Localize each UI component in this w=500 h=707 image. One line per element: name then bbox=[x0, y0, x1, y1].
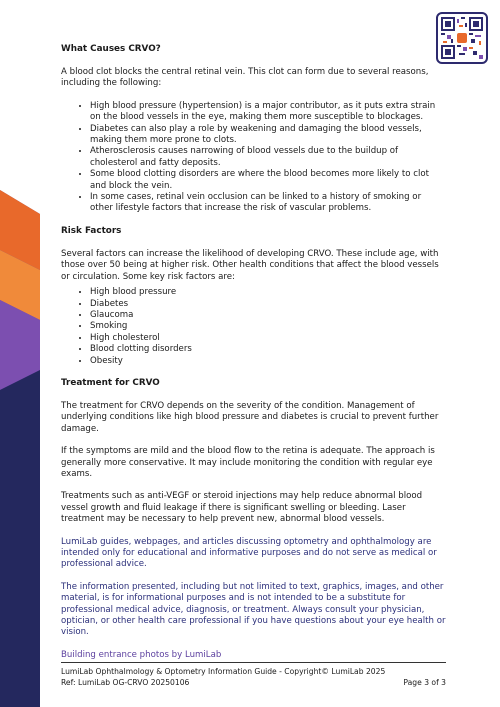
footer-row bbox=[61, 677, 446, 688]
footer-reference: Ref: LumiLab OG-CRVO 20250106 bbox=[61, 678, 190, 687]
list-item: • High cholesterol bbox=[90, 333, 446, 344]
list-item: • Obesity bbox=[90, 356, 446, 367]
main-content bbox=[61, 44, 446, 665]
list-item: • Glaucoma bbox=[90, 310, 446, 321]
page-number: Page 3 of 3 bbox=[403, 678, 446, 687]
list-item: • High blood pressure bbox=[90, 287, 446, 298]
risk-heading: Risk Factors bbox=[61, 225, 122, 236]
disclaimer-paragraph-1: LumiLab guides, webpages, and articles discussing optometry and ophthalmology are intended only for educational and informative purposes and do not serve as medical or professional advice. bbox=[61, 536, 437, 570]
list-item: • Diabetes bbox=[90, 299, 446, 310]
treatment-paragraph-1: The treatment for CRVO depends on the severity of the condition. Management of underlying conditions like high blood pressure and diabetes is crucial to prevent further damage. bbox=[61, 400, 439, 434]
list-item: • In some cases, retinal vein occlusion can be linked to a history of smoking or other lifestyle factors that increase the risk of vascular problems. bbox=[90, 192, 446, 215]
photo-credit: Building entrance photos by LumiLab bbox=[61, 649, 222, 660]
decorative-side-stripe bbox=[0, 190, 40, 707]
treatment-paragraph-3: Treatments such as anti-VEGF or steroid injections may help reduce abnormal blood vessel growth and fluid leakage if there is significant swelling or bleeding. Laser treatment may be necessary to help prevent new, abnormal blood vessels. bbox=[61, 491, 423, 525]
footer-copyright: LumiLab Ophthalmology & Optometry Information Guide - Copyright© LumiLab 2025 bbox=[61, 667, 386, 676]
causes-heading: What Causes CRVO? bbox=[61, 44, 161, 54]
causes-list bbox=[61, 101, 446, 215]
risk-list bbox=[61, 287, 446, 367]
risk-intro: Several factors can increase the likelihood of developing CRVO. These include age, with those over 50 being at higher risk. Other health conditions that affect the blood vessels or circulation. Some key risk factors are: bbox=[61, 248, 439, 282]
list-item: • Diabetes can also play a role by weakening and damaging the blood vessels, making them more prone to clots. bbox=[90, 124, 446, 147]
page-footer bbox=[61, 662, 446, 688]
list-item: • Atherosclerosis causes narrowing of blood vessels due to the buildup of cholesterol and fatty deposits. bbox=[90, 146, 446, 169]
list-item: • Some blood clotting disorders are where the blood becomes more likely to clot and block the vein. bbox=[90, 169, 446, 192]
disclaimer-paragraph-2: The information presented, including but not limited to text, graphics, images, and other material, is for informational purposes and is not intended to be a substitute for professional medical advice, diagnosis, or treatment. Always consult your physician, optician, or other health care professional if you have questions about your eye health or vision. bbox=[61, 581, 446, 638]
qr-code-icon bbox=[441, 17, 483, 59]
list-item: • Blood clotting disorders bbox=[90, 344, 446, 355]
list-item: • High blood pressure (hypertension) is a major contributor, as it puts extra strain on the blood vessels in the eye, making them more susceptible to blockages. bbox=[90, 101, 446, 124]
causes-intro: A blood clot blocks the central retinal vein. This clot can form due to several reasons, including the following: bbox=[61, 67, 429, 89]
treatment-paragraph-2: If the symptoms are mild and the blood flow to the retina is adequate. The approach is generally more conservative. It may include monitoring the condition with regular eye exams. bbox=[61, 446, 435, 479]
list-item: • Smoking bbox=[90, 321, 446, 332]
treatment-heading: Treatment for CRVO bbox=[61, 377, 160, 388]
